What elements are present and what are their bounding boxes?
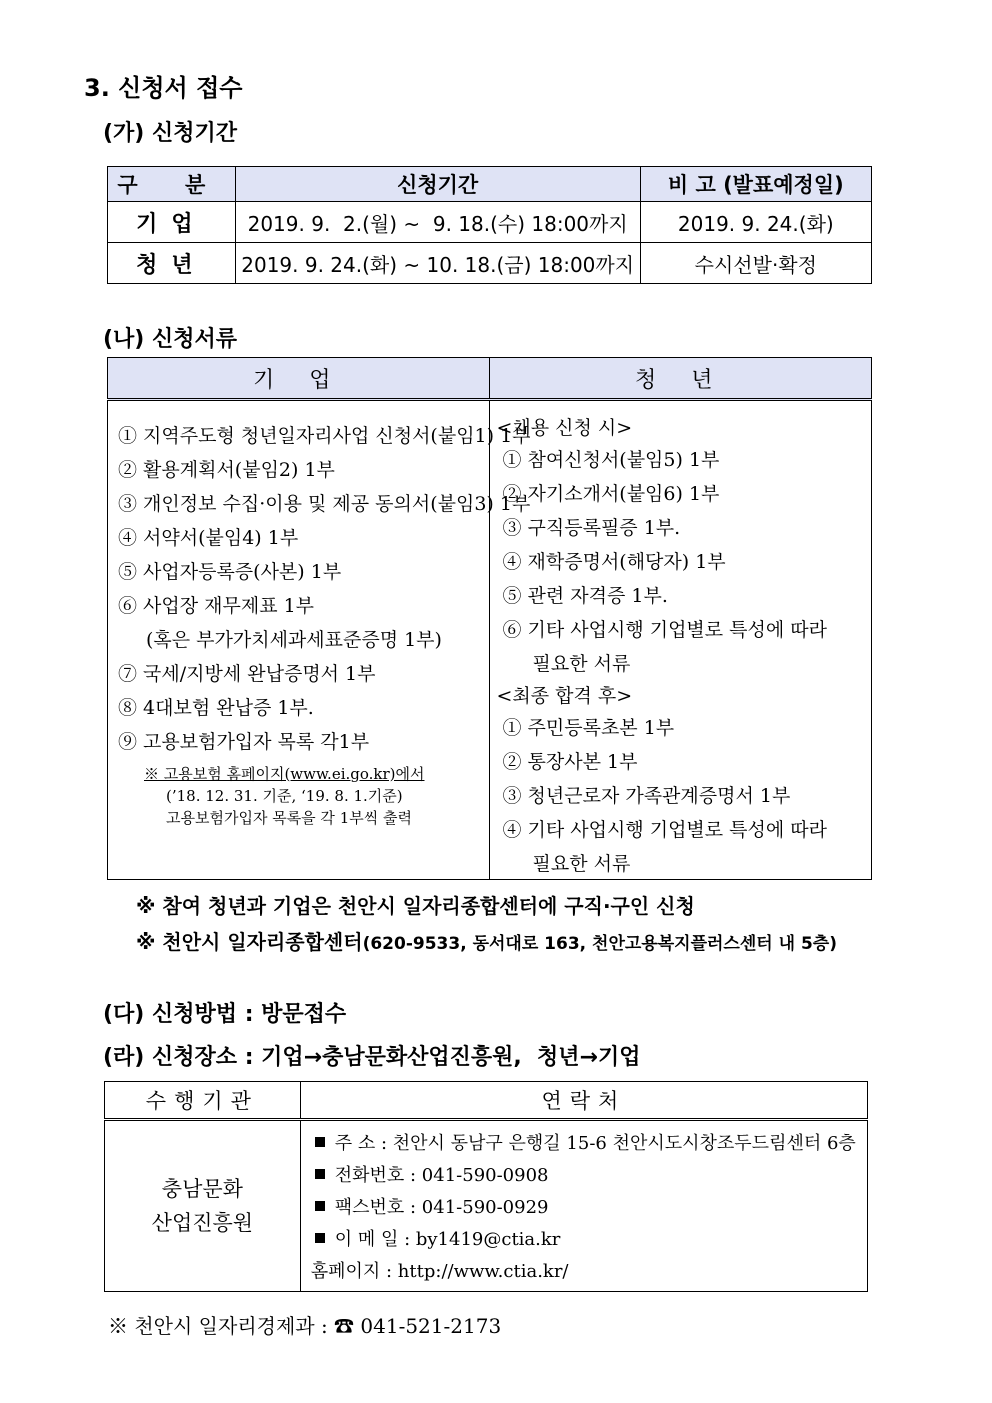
place-heading: (라) 신청장소 : 기업→충남문화산업진흥원, 청년→기업 xyxy=(103,1045,641,1070)
company-note-line: 고용보험가입자 목록을 각 1부씩 출력 xyxy=(166,809,412,827)
notice-center-name: ※ 천안시 일자리종합센터 xyxy=(136,930,363,954)
youth-documents-cell xyxy=(490,400,872,880)
square-bullet-icon xyxy=(315,1233,325,1243)
method-heading: (다) 신청방법 : 방문접수 xyxy=(103,1002,347,1027)
period-row-period: 2019. 9. 24.(화) ~ 10. 18.(금) 18:00까지 xyxy=(235,243,640,284)
company-documents-cell xyxy=(108,400,531,880)
notice-center-detail: (620-9533, 동서대로 163, 천안고용복지플러스센터 내 5층) xyxy=(362,934,837,954)
period-row-period: 2019. 9. 2.(월) ~ 9. 18.(수) 18:00까지 xyxy=(235,202,640,243)
square-bullet-icon xyxy=(315,1169,325,1179)
contact-email-text: 이 메 일 : by1419@ctia.kr xyxy=(334,1229,561,1250)
documents-header-row xyxy=(108,358,872,400)
documents-body-row xyxy=(108,400,872,880)
list-item: ③ 구직등록필증 1부. xyxy=(502,517,681,539)
list-item: ⑤ 관련 자격증 1부. xyxy=(502,585,668,607)
square-bullet-icon xyxy=(315,1137,325,1147)
notice-line xyxy=(136,926,837,955)
documents-header-company: 기 업 xyxy=(108,358,490,400)
list-item: (혹은 부가가치세과세표준증명 1부) xyxy=(146,629,442,651)
documents-table xyxy=(107,357,872,880)
contact-phone-text: 전화번호 : 041-590-0908 xyxy=(334,1165,549,1186)
list-item: 필요한 서류 xyxy=(532,653,631,675)
contact-info-cell xyxy=(300,1120,867,1292)
list-item: ⑥ 기타 사업시행 기업별로 특성에 따라 xyxy=(502,619,827,641)
list-item: ⑨ 고용보험가입자 목록 각1부 xyxy=(118,731,370,753)
list-item: ④ 재학증명서(해당자) 1부 xyxy=(502,551,726,573)
list-item: ① 참여신청서(붙임5) 1부 xyxy=(502,449,720,471)
contact-address xyxy=(315,1129,856,1155)
agency-cell xyxy=(105,1120,301,1292)
list-item: ② 자기소개서(붙임6) 1부 xyxy=(502,483,720,505)
list-item: ④ 서약서(붙임4) 1부 xyxy=(118,527,299,549)
contact-phone xyxy=(315,1161,549,1187)
period-table xyxy=(107,166,872,284)
contact-header-agency: 수행기관 xyxy=(105,1082,301,1120)
contact-email xyxy=(315,1225,561,1251)
period-row-note: 수시선발·확정 xyxy=(640,243,871,284)
period-row-label: 기업 xyxy=(108,202,236,243)
period-row-label: 청년 xyxy=(108,243,236,284)
table-row xyxy=(108,202,872,243)
company-note-line: ※ 고용보험 홈페이지(www.ei.go.kr)에서 xyxy=(144,765,425,783)
youth-apply-heading: <채용 신청 시> xyxy=(496,417,633,439)
list-item: ② 통장사본 1부 xyxy=(502,751,638,773)
list-item: ⑥ 사업장 재무제표 1부 xyxy=(118,595,315,617)
list-item: ④ 기타 사업시행 기업별로 특성에 따라 xyxy=(502,819,827,841)
contact-header-row xyxy=(105,1082,868,1120)
agency-name-line1: 충남문화 xyxy=(161,1177,243,1201)
list-item: ⑧ 4대보험 완납증 1부. xyxy=(118,697,314,719)
contact-body-row xyxy=(105,1120,868,1292)
documents-heading: (나) 신청서류 xyxy=(103,327,238,352)
contact-fax xyxy=(315,1193,549,1219)
youth-final-heading: <최종 합격 후> xyxy=(496,685,633,707)
square-bullet-icon xyxy=(315,1201,325,1211)
contact-table xyxy=(104,1081,868,1292)
period-header-note: 비 고 (발표예정일) xyxy=(640,167,871,202)
list-item: 필요한 서류 xyxy=(532,853,631,875)
section-title: 3. 신청서 접수 xyxy=(84,74,243,102)
contact-fax-text: 팩스번호 : 041-590-0929 xyxy=(334,1197,549,1218)
period-header-row xyxy=(108,167,872,202)
list-item: ③ 개인정보 수집·이용 및 제공 동의서(붙임3) 1부 xyxy=(118,493,531,515)
list-item: ② 활용계획서(붙임2) 1부 xyxy=(118,459,335,481)
table-row xyxy=(108,243,872,284)
notice-line: ※ 참여 청년과 기업은 천안시 일자리종합센터에 구직·구인 신청 xyxy=(136,894,695,918)
agency-name-line2: 산업진흥원 xyxy=(151,1211,254,1235)
period-row-note: 2019. 9. 24.(화) xyxy=(640,202,871,243)
period-header-period: 신청기간 xyxy=(235,167,640,202)
company-note-line: (’18. 12. 31. 기준, ‘19. 8. 1.기준) xyxy=(166,787,403,805)
contact-address-text: 주 소 : 천안시 동남구 은행길 15-6 천안시도시창조두드림센터 6층 xyxy=(334,1133,856,1154)
list-item: ① 지역주도형 청년일자리사업 신청서(붙임1) 1부 xyxy=(118,425,531,447)
period-heading: (가) 신청기간 xyxy=(103,121,238,146)
documents-header-youth: 청 년 xyxy=(490,358,872,400)
footer-contact: ※ 천안시 일자리경제과 : ☎ 041-521-2173 xyxy=(108,1314,502,1338)
list-item: ⑤ 사업자등록증(사본) 1부 xyxy=(118,561,342,583)
list-item: ③ 청년근로자 가족관계증명서 1부 xyxy=(502,785,791,807)
contact-homepage: 홈페이지 : http://www.ctia.kr/ xyxy=(310,1261,569,1282)
list-item: ① 주민등록초본 1부 xyxy=(502,717,675,739)
contact-header-info: 연락처 xyxy=(300,1082,867,1120)
period-header-category: 구 분 xyxy=(108,167,236,202)
list-item: ⑦ 국세/지방세 완납증명서 1부 xyxy=(118,663,376,685)
